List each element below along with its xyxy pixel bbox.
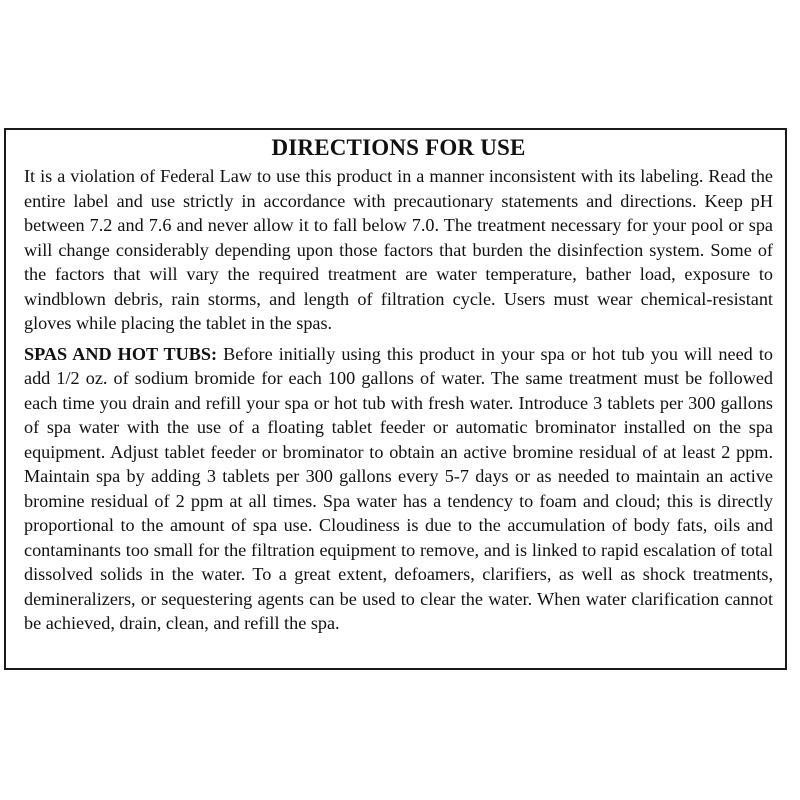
intro-paragraph: It is a violation of Federal Law to use this product in a manner inconsistent with its labeling. Read the entire label and use strictly in accordance with precautionary statements and directions. Keep pH between 7.2 and 7.6 and never allow it to fall below 7.0. The treatment necessary for your pool or spa will change considerably depending upon those factors that burden the disinfection system. Some of the factors that will vary the required treatment are water temperature, bather load, exposure to windblown debris, rain storms, and length of filtration cycle. Users must wear chemical-resistant gloves while placing the tablet in the spas. (24, 166, 773, 333)
spa-heading: SPAS AND HOT TUBS: (24, 343, 218, 364)
label-title: DIRECTIONS FOR USE (271, 135, 526, 160)
spa-text: Before initially using this product in your spa or hot tub you will need to add 1/2 oz. of sodium bromide for each 100 gallons of water. The same treatment must be followed each time you drain and refill your spa or hot tub with fresh water. Introduce 3 tablets per 300 gallons of spa water with the use of a floating tablet feeder or automatic brominator installed on the spa equipment. Adjust tablet feeder or brominator to obtain an active bromine residual of at least 2 ppm. Maintain spa by adding 3 tablets per 300 gallons every 5-7 days or as needed to maintain an active bromine residual of 2 ppm at all times. Spa water has a tendency to foam and cloud; this is directly proportional to the amount of spa use. Cloudiness is due to the accumulation of body fats, oils and contaminants too small for the filtration equipment to remove, and is linked to rapid escalation of total dissolved solids in the water. To a great extent, defoamers, clarifiers, as well as shock treatments, demineralizers, or sequestering agents can be used to clear the water. When water clarification cannot be achieved, drain, clean, and refill the spa. (24, 343, 773, 633)
spa-paragraph (24, 342, 773, 636)
directions-label-box (4, 128, 787, 670)
